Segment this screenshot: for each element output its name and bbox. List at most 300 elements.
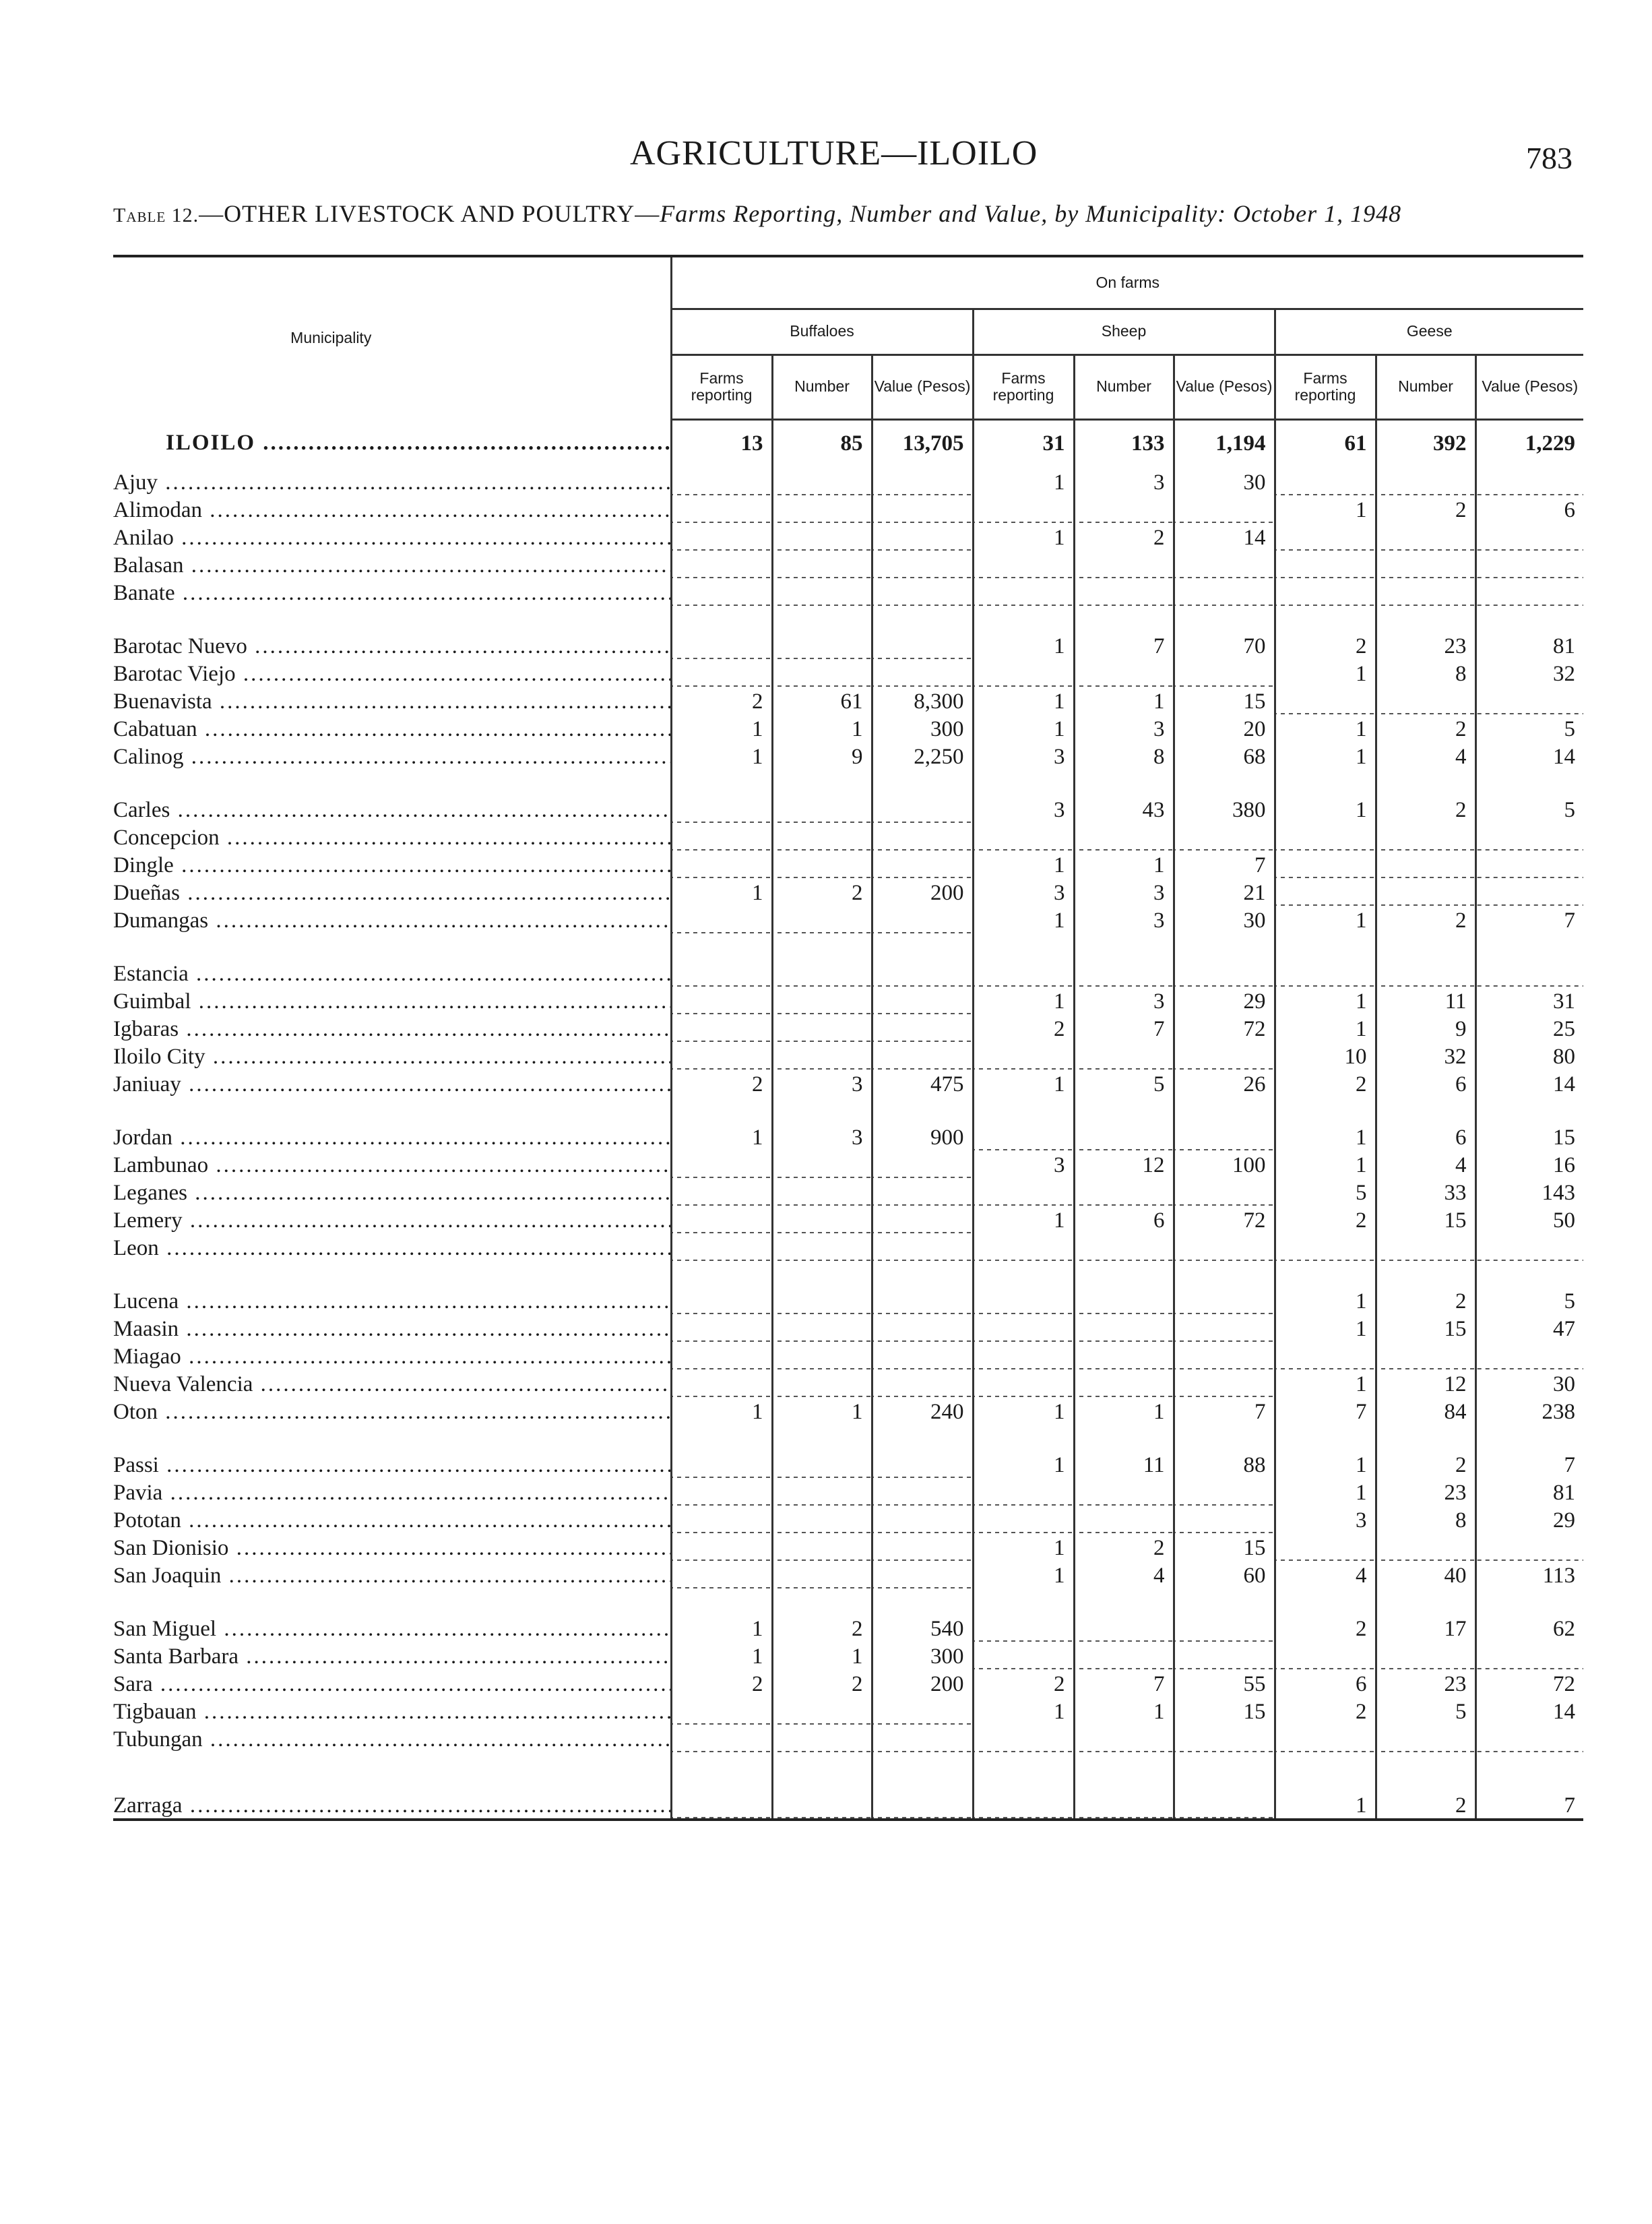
spacer-cell [1475, 1261, 1583, 1287]
spacer-cell [872, 1588, 973, 1614]
spacer-cell [772, 1425, 872, 1450]
value-cell: 72 [1475, 1669, 1583, 1697]
spacer-cell [113, 606, 671, 631]
spacer-cell [1174, 1425, 1275, 1450]
value-cell [1475, 468, 1583, 495]
value-cell [671, 1150, 772, 1178]
value-cell: 11 [1376, 987, 1475, 1014]
value-cell [671, 495, 772, 523]
value-cell: 200 [872, 1669, 973, 1697]
value-cell: 14 [1475, 1070, 1583, 1097]
value-cell [973, 959, 1074, 987]
value-cell: 3 [973, 878, 1074, 906]
value-cell: 26 [1174, 1070, 1275, 1097]
value-cell [671, 659, 772, 687]
value-cell [1074, 1233, 1174, 1261]
spacer-cell [113, 770, 671, 795]
municipality-label: ILOILO ..... [166, 431, 670, 456]
value-cell [772, 1478, 872, 1506]
value-cell: 2 [1376, 1450, 1475, 1478]
municipality-name [113, 1070, 671, 1097]
table-row [113, 1397, 1583, 1425]
value-cell: 7 [1275, 1397, 1376, 1425]
value-cell [772, 523, 872, 551]
value-cell [973, 1642, 1074, 1669]
value-cell: 17 [1376, 1614, 1475, 1642]
value-cell [1376, 1533, 1475, 1561]
municipality-name [113, 1150, 671, 1178]
value-cell: 1 [973, 523, 1074, 551]
value-cell: 2 [1275, 1070, 1376, 1097]
value-cell: 1 [973, 1697, 1074, 1725]
table-row [113, 851, 1583, 878]
table-row [113, 1669, 1583, 1697]
municipality-name [113, 1369, 671, 1397]
value-cell [872, 851, 973, 878]
value-cell [1275, 878, 1376, 906]
value-cell: 13 [671, 419, 772, 468]
value-cell [1475, 687, 1583, 714]
value-cell [872, 1533, 973, 1561]
value-cell [872, 795, 973, 823]
value-cell [1174, 1287, 1275, 1314]
value-cell: 2 [1376, 495, 1475, 523]
value-cell [671, 1506, 772, 1533]
table-row [113, 578, 1583, 606]
value-cell [1074, 659, 1174, 687]
spacer-cell [872, 1097, 973, 1123]
value-cell [772, 1533, 872, 1561]
municipality-label: Carles ..... [113, 798, 670, 823]
municipality-name [113, 1014, 671, 1042]
value-cell [1074, 1642, 1174, 1669]
spacer-cell [1275, 1752, 1376, 1778]
spacer-cell [1174, 1588, 1275, 1614]
value-cell [671, 1369, 772, 1397]
municipality-label: Sara ..... [113, 1672, 670, 1697]
value-cell [1376, 1725, 1475, 1752]
value-cell [1174, 1614, 1275, 1642]
value-cell: 2,250 [872, 742, 973, 770]
municipality-label: Buenavista ..... [113, 689, 670, 714]
municipality-name [113, 1778, 671, 1820]
value-cell [872, 551, 973, 578]
value-cell: 3 [1074, 714, 1174, 742]
value-cell: 3 [1074, 987, 1174, 1014]
value-cell [772, 631, 872, 659]
value-cell: 2 [1275, 1206, 1376, 1233]
value-cell [1475, 1233, 1583, 1261]
value-cell [772, 823, 872, 851]
value-cell: 1 [973, 631, 1074, 659]
value-cell [1275, 959, 1376, 987]
value-cell: 14 [1475, 1697, 1583, 1725]
value-cell [772, 1178, 872, 1206]
value-cell [1275, 823, 1376, 851]
value-cell [1275, 1725, 1376, 1752]
spacer-cell [1475, 1425, 1583, 1450]
value-cell: 11 [1074, 1450, 1174, 1478]
value-cell [872, 1450, 973, 1478]
value-cell: 23 [1376, 1478, 1475, 1506]
municipality-label: Barotac Nuevo ..... [113, 634, 670, 659]
value-cell: 2 [1275, 1697, 1376, 1725]
municipality-name [113, 419, 671, 468]
spacer-cell [872, 1425, 973, 1450]
col-farms-reporting: Farms reporting [1275, 354, 1376, 419]
municipality-label: Banate ..... [113, 581, 670, 606]
municipality-name [113, 851, 671, 878]
spacer-cell [1275, 1425, 1376, 1450]
value-cell [973, 1178, 1074, 1206]
value-cell [872, 1233, 973, 1261]
value-cell [1074, 578, 1174, 606]
table-row [113, 959, 1583, 987]
table-row [113, 795, 1583, 823]
spacer-cell [1174, 933, 1275, 959]
value-cell: 200 [872, 878, 973, 906]
value-cell: 8 [1376, 659, 1475, 687]
value-cell [1275, 468, 1376, 495]
municipality-name [113, 523, 671, 551]
municipality-name [113, 1042, 671, 1070]
value-cell [973, 659, 1074, 687]
spacer-cell [671, 770, 772, 795]
spacer-cell [772, 1588, 872, 1614]
value-cell [1475, 1533, 1583, 1561]
spacer-cell [1074, 933, 1174, 959]
municipality-label: Tigbauan ..... [113, 1700, 670, 1725]
value-cell [973, 1725, 1074, 1752]
value-cell [671, 1178, 772, 1206]
municipality-label: Estancia ..... [113, 962, 670, 987]
value-cell: 540 [872, 1614, 973, 1642]
value-cell [1376, 878, 1475, 906]
spacer-cell [1475, 1752, 1583, 1778]
value-cell: 80 [1475, 1042, 1583, 1070]
value-cell [872, 1314, 973, 1342]
spacer-cell [1174, 1097, 1275, 1123]
value-cell [1275, 687, 1376, 714]
value-cell: 1 [973, 1206, 1074, 1233]
value-cell [872, 578, 973, 606]
table-row [113, 1070, 1583, 1097]
page-number: 783 [1526, 141, 1572, 175]
value-cell [1174, 578, 1275, 606]
value-cell: 23 [1376, 631, 1475, 659]
value-cell: 33 [1376, 1178, 1475, 1206]
value-cell: 5 [1376, 1697, 1475, 1725]
municipality-label: Lambunao ..... [113, 1153, 670, 1178]
value-cell: 1 [1074, 851, 1174, 878]
municipality-label: Dingle ..... [113, 853, 670, 878]
value-cell: 20 [1174, 714, 1275, 742]
value-cell: 1 [772, 1642, 872, 1669]
spacer-cell [671, 1261, 772, 1287]
value-cell [1376, 687, 1475, 714]
value-cell [1074, 1506, 1174, 1533]
municipality-label: Tubungan ..... [113, 1727, 670, 1752]
spacer-cell [973, 1425, 1074, 1450]
table-row [113, 1342, 1583, 1369]
value-cell: 113 [1475, 1561, 1583, 1588]
spacer-cell [113, 1261, 671, 1287]
spacer-cell [973, 1588, 1074, 1614]
value-cell: 7 [1475, 1778, 1583, 1820]
table-row [113, 495, 1583, 523]
value-cell: 1 [671, 742, 772, 770]
spacer-cell [1174, 606, 1275, 631]
value-cell: 1 [1275, 1150, 1376, 1178]
municipality-name [113, 1669, 671, 1697]
value-cell [772, 1561, 872, 1588]
municipality-name [113, 1697, 671, 1725]
value-cell [1074, 1342, 1174, 1369]
table-row [113, 1206, 1583, 1233]
value-cell: 7 [1174, 1397, 1275, 1425]
value-cell [872, 1506, 973, 1533]
value-cell: 72 [1174, 1206, 1275, 1233]
municipality-name [113, 578, 671, 606]
value-cell [872, 1697, 973, 1725]
table-row [113, 742, 1583, 770]
spacer-cell [1275, 606, 1376, 631]
value-cell: 50 [1475, 1206, 1583, 1233]
value-cell [1074, 823, 1174, 851]
value-cell [872, 1150, 973, 1178]
table-row [113, 1614, 1583, 1642]
value-cell: 30 [1174, 906, 1275, 933]
value-cell: 6 [1376, 1070, 1475, 1097]
municipality-label: Barotac Viejo ..... [113, 662, 670, 687]
value-cell [772, 468, 872, 495]
municipality-name [113, 631, 671, 659]
value-cell [772, 959, 872, 987]
value-cell [973, 551, 1074, 578]
table-row [113, 714, 1583, 742]
value-cell [1475, 1342, 1583, 1369]
value-cell: 6 [1376, 1123, 1475, 1150]
value-cell [1174, 959, 1275, 987]
value-cell: 32 [1376, 1042, 1475, 1070]
value-cell [1074, 1287, 1174, 1314]
value-cell [772, 1369, 872, 1397]
value-cell: 43 [1074, 795, 1174, 823]
value-cell: 1 [1275, 714, 1376, 742]
value-cell: 380 [1174, 795, 1275, 823]
table-row [113, 1314, 1583, 1342]
value-cell [671, 468, 772, 495]
value-cell: 4 [1074, 1561, 1174, 1588]
value-cell: 1 [973, 906, 1074, 933]
row-spacer [113, 770, 1583, 795]
spacer-cell [113, 1425, 671, 1450]
spacer-cell [872, 606, 973, 631]
spacer-cell [1475, 606, 1583, 631]
spacer-cell [973, 606, 1074, 631]
value-cell: 14 [1475, 742, 1583, 770]
value-cell: 88 [1174, 1450, 1275, 1478]
table-row [113, 631, 1583, 659]
value-cell: 12 [1376, 1369, 1475, 1397]
value-cell: 3 [1074, 878, 1174, 906]
value-cell: 1 [671, 1397, 772, 1425]
value-cell: 300 [872, 714, 973, 742]
value-cell [872, 1342, 973, 1369]
value-cell: 4 [1376, 1150, 1475, 1178]
value-cell [772, 987, 872, 1014]
value-cell: 72 [1174, 1014, 1275, 1042]
value-cell [671, 1314, 772, 1342]
value-cell [671, 1287, 772, 1314]
spacer-cell [1376, 1425, 1475, 1450]
value-cell [872, 1725, 973, 1752]
value-cell [1376, 523, 1475, 551]
value-cell: 475 [872, 1070, 973, 1097]
spacer-cell [1376, 933, 1475, 959]
spacer-cell [872, 933, 973, 959]
value-cell: 1 [1275, 1287, 1376, 1314]
value-cell: 7 [1074, 1014, 1174, 1042]
table-row [113, 523, 1583, 551]
municipality-label: San Miguel ..... [113, 1617, 670, 1642]
table-row [113, 1561, 1583, 1588]
value-cell: 15 [1376, 1206, 1475, 1233]
table-number: Table 12. [113, 204, 199, 226]
municipality-label: Janiuay ..... [113, 1072, 670, 1097]
table-row [113, 468, 1583, 495]
spacer-cell [973, 1097, 1074, 1123]
value-cell [973, 495, 1074, 523]
value-cell [872, 1778, 973, 1820]
value-cell: 23 [1376, 1669, 1475, 1697]
value-cell [1174, 1725, 1275, 1752]
spacer-cell [1376, 1097, 1475, 1123]
value-cell: 392 [1376, 419, 1475, 468]
spacer-cell [113, 1097, 671, 1123]
municipality-label: Jordan ..... [113, 1125, 670, 1150]
municipality-name [113, 1506, 671, 1533]
value-cell [1275, 1233, 1376, 1261]
spacer-cell [671, 1588, 772, 1614]
municipality-label: Nueva Valencia ..... [113, 1372, 670, 1397]
value-cell [1174, 1233, 1275, 1261]
value-cell [1275, 1642, 1376, 1669]
value-cell: 143 [1475, 1178, 1583, 1206]
spacer-cell [1174, 1752, 1275, 1778]
value-cell [1376, 1233, 1475, 1261]
spacer-cell [1174, 1261, 1275, 1287]
value-cell: 2 [1376, 906, 1475, 933]
table-row [113, 659, 1583, 687]
value-cell [671, 1450, 772, 1478]
spacer-cell [1475, 770, 1583, 795]
spacer-cell [973, 1261, 1074, 1287]
value-cell [772, 1014, 872, 1042]
value-cell [1475, 959, 1583, 987]
stub-header: Municipality [290, 329, 372, 347]
spacer-cell [1376, 1261, 1475, 1287]
value-cell: 1 [1275, 742, 1376, 770]
value-cell [671, 906, 772, 933]
value-cell: 1 [671, 1123, 772, 1150]
value-cell: 1 [1275, 1123, 1376, 1150]
value-cell: 5 [1475, 795, 1583, 823]
value-cell: 240 [872, 1397, 973, 1425]
value-cell: 1 [1275, 495, 1376, 523]
table-row [113, 823, 1583, 851]
spacer-cell [1074, 1261, 1174, 1287]
value-cell: 15 [1376, 1314, 1475, 1342]
value-cell: 3 [1275, 1506, 1376, 1533]
value-cell: 31 [1475, 987, 1583, 1014]
value-cell [772, 495, 872, 523]
spacer-cell [1376, 770, 1475, 795]
value-cell: 1 [772, 714, 872, 742]
value-cell [1475, 878, 1583, 906]
value-cell: 60 [1174, 1561, 1275, 1588]
municipality-label: Guimbal ..... [113, 989, 670, 1014]
municipality-label: Zarraga ..... [113, 1793, 670, 1818]
value-cell [671, 1778, 772, 1820]
table-title-text: —OTHER LIVESTOCK AND POULTRY— [199, 200, 660, 227]
table-title [113, 199, 1589, 228]
value-cell [772, 1287, 872, 1314]
value-cell [1275, 523, 1376, 551]
table-row [113, 987, 1583, 1014]
municipality-label: Cabatuan ..... [113, 717, 670, 742]
value-cell [1376, 468, 1475, 495]
value-cell [772, 795, 872, 823]
value-cell: 1 [1275, 1450, 1376, 1478]
municipality-name [113, 495, 671, 523]
municipality-name [113, 1206, 671, 1233]
spacer-cell [772, 1097, 872, 1123]
spacer-cell [973, 1752, 1074, 1778]
table-row [113, 906, 1583, 933]
value-cell [772, 1314, 872, 1342]
value-cell: 2 [973, 1014, 1074, 1042]
value-cell [1475, 1642, 1583, 1669]
municipality-label: Pavia ..... [113, 1481, 670, 1506]
value-cell: 1 [1275, 1778, 1376, 1820]
municipality-name [113, 1233, 671, 1261]
municipality-name [113, 551, 671, 578]
municipality-label: Lucena ..... [113, 1289, 670, 1314]
spacer-cell [772, 1752, 872, 1778]
value-cell [671, 795, 772, 823]
value-cell [671, 987, 772, 1014]
value-cell [1275, 1342, 1376, 1369]
value-cell [973, 823, 1074, 851]
value-cell [671, 1233, 772, 1261]
spacer-cell [772, 606, 872, 631]
col-value: Value (Pesos) [1475, 354, 1583, 419]
value-cell [872, 523, 973, 551]
row-spacer [113, 933, 1583, 959]
value-cell: 2 [1376, 1778, 1475, 1820]
value-cell: 1 [973, 1070, 1074, 1097]
value-cell [1074, 1478, 1174, 1506]
value-cell: 4 [1275, 1561, 1376, 1588]
value-cell: 2 [772, 878, 872, 906]
value-cell [772, 1206, 872, 1233]
value-cell [872, 959, 973, 987]
value-cell: 13,705 [872, 419, 973, 468]
municipality-name [113, 1123, 671, 1150]
value-cell [772, 1233, 872, 1261]
value-cell: 61 [772, 687, 872, 714]
